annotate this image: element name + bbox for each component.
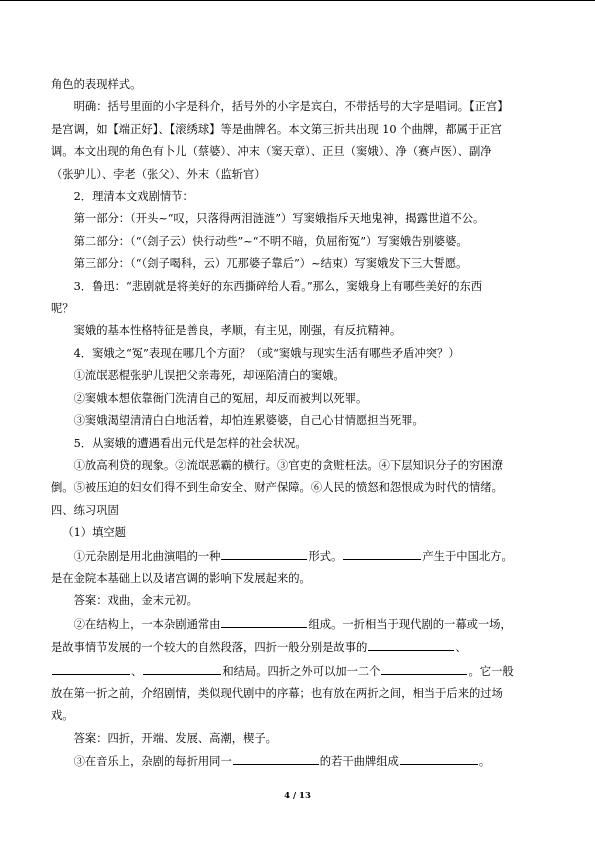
text-line: 角色的表现样式。: [51, 78, 142, 91]
document-body: [51, 74, 546, 774]
header-rule: [0, 0, 595, 1]
answer-blank: [52, 660, 130, 675]
question-line: [51, 613, 546, 636]
text-line: 呢？: [51, 302, 74, 316]
text-line: 第二部分：（“（刽子云）快行动些”~“不明不暗，负屈衔冤”）写窦娥告别婆婆。: [73, 234, 468, 248]
text-line: ①放高利贷的现象。②流氓恶霸的横行。③官吏的贪赃枉法。④下层知识分子的穷困潦: [73, 458, 503, 472]
text-span: 形式。: [308, 549, 343, 563]
text-span: 。它一般: [468, 664, 514, 678]
answer-line: 答案：戏曲，金末元初。: [73, 594, 198, 608]
text-span: 的若干曲牌组成: [319, 755, 399, 769]
answer-line: 答案：四折，开端、发展、高潮，楔子。: [73, 731, 277, 745]
text-line: （张驴儿）、孛老（张父）、外末（监斩官）: [51, 167, 266, 181]
answer-blank: [400, 750, 478, 765]
text-line: 2．理清本文戏剧情节：: [73, 190, 194, 204]
answer-blank: [233, 750, 319, 765]
text-span: 组成。一折相当于现代剧的一幕或一场，: [308, 617, 512, 631]
subsection-heading: （1）填空题: [62, 526, 126, 540]
text-span: ②在结构上，一本杂剧通常由: [73, 617, 221, 631]
page-number: 4 / 13: [284, 791, 311, 801]
question-line: [51, 636, 546, 659]
answer-blank: [143, 660, 221, 675]
text-line: 是在金院本基础上以及诸宫调的影响下发展起来的。: [51, 571, 311, 585]
answer-blank: [221, 545, 307, 560]
text-line: 第三部分：（“（刽子喝科，云）兀那婆子靠后”）~结束）写窦娥发下三大誓愿。: [73, 257, 468, 271]
text-span: 。: [478, 755, 491, 769]
text-line: ③窦娥渴望清清白白地活着，却怕连累婆婆，自己心甘情愿担当死罪。: [73, 414, 424, 428]
text-span: 、: [131, 664, 143, 678]
answer-blank: [368, 636, 454, 651]
text-span: ①元杂剧是用北曲演唱的一种: [73, 549, 221, 563]
text-line: 窦娥的基本性格特征是善良，孝顺，有主见，刚强，有反抗精神。: [73, 324, 402, 338]
text-line: 放在第一折之前，介绍剧情，类似现代剧中的序幕；也有放在两折之间，相当于后来的过场: [51, 686, 503, 700]
answer-blank: [343, 545, 421, 560]
text-line: 是宫调，如【端正好】、【滚绣球】等是曲牌名。本文第三折共出现 10 个曲牌，都属于正宫: [51, 122, 502, 136]
text-line: 调。本文出现的角色有卜儿（蔡婆）、冲末（窦天章）、正旦（窦娥）、净（赛卢医）、副净: [51, 145, 492, 159]
text-line: 戏。: [51, 709, 74, 723]
question-line: [51, 545, 546, 568]
text-span: ③在音乐上，杂剧的每折用同一: [73, 755, 232, 769]
text-line: 3．鲁迅：“悲剧就是将美好的东西撕碎给人看。”那么，窦娥身上有哪些美好的东西: [73, 279, 483, 293]
text-span: 、: [455, 641, 467, 655]
text-line: 5．从窦娥的遭遇看出元代是怎样的社会状况。: [73, 436, 307, 450]
text-line: ②窦娥本想依靠衙门洗清自己的冤屈，却反而被判以死罪。: [73, 391, 368, 405]
text-span: 产生于中国北方。: [422, 549, 513, 563]
text-line: 第一部分：（开头~“叹，只落得两泪涟涟”）写窦娥指斥天地鬼神，揭露世道不公。: [73, 212, 485, 226]
text-line: 倒。⑤被压迫的妇女们得不到生命安全、财产保障。⑥人民的愤怒和怨恨成为时代的情绪。: [51, 481, 503, 495]
text-span: 和结局。四折之外可以加一二个: [222, 664, 381, 678]
section-heading: 四、练习巩固: [51, 503, 119, 517]
text-line: ①流氓恶棍张驴儿误把父亲毒死，却诬陷清白的窦娥。: [73, 369, 345, 383]
text-line: 明确：括号里面的小字是科介，括号外的小字是宾白，不带括号的大字是唱词。【正宫】: [73, 100, 509, 114]
text-line: 4．窦娥之“冤”表现在哪几个方面？（或“窦娥与现实生活有哪些矛盾冲突？）: [73, 346, 460, 360]
answer-blank: [381, 660, 467, 675]
question-line: [51, 750, 546, 773]
answer-blank: [221, 613, 307, 628]
question-line: [51, 660, 546, 683]
text-span: 是故事情节发展的一个较大的自然段落，四折一般分别是故事的: [51, 641, 368, 655]
